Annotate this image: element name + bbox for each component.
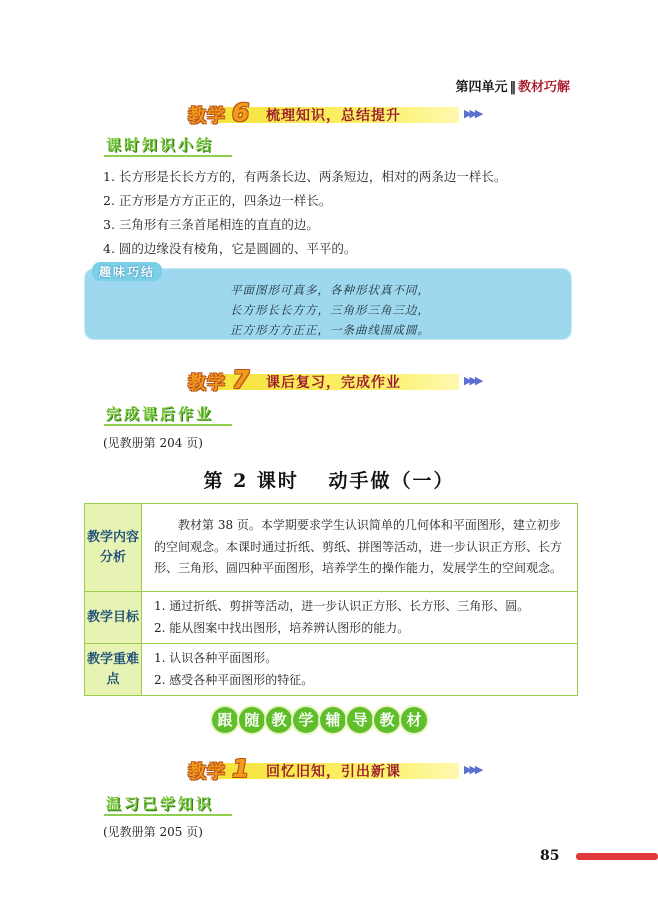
table-row bbox=[85, 504, 578, 592]
tag-underline bbox=[104, 814, 232, 816]
content-line: 1. 认识各种平面图形。 bbox=[154, 651, 278, 665]
banner-word: 教学 bbox=[188, 106, 226, 127]
unit-header bbox=[455, 76, 570, 95]
banner-word: 教学 bbox=[188, 762, 226, 783]
follow-textbook-banner bbox=[212, 707, 444, 735]
row-head: 教学目标 bbox=[85, 592, 142, 644]
banner-char: 导 bbox=[347, 707, 373, 733]
triple-arrow-icon: ▶▶▶ bbox=[464, 107, 481, 120]
fun-summary-label: 趣味巧结 bbox=[92, 262, 162, 281]
lesson-info-table bbox=[84, 503, 578, 696]
banner-char: 随 bbox=[239, 707, 265, 733]
row-content bbox=[142, 592, 578, 644]
rhyme-line: 正方形方方正正，一条曲线围成圆。 bbox=[230, 323, 430, 337]
list-item: 2. 正方形是方方正正的，四条边一样长。 bbox=[103, 193, 332, 208]
workbook-reference: (见教册第 204 页) bbox=[103, 436, 203, 450]
unit-topic: 教材巧解 bbox=[517, 80, 570, 95]
row-head: 教学重难点 bbox=[85, 644, 142, 696]
banner-char: 材 bbox=[401, 707, 427, 733]
unit-label: 第四单元 bbox=[455, 80, 508, 95]
banner-number: 1 bbox=[232, 754, 250, 783]
row-content bbox=[142, 504, 578, 592]
row-content bbox=[142, 644, 578, 696]
header-separator: ‖ bbox=[509, 80, 516, 95]
table-row bbox=[85, 644, 578, 696]
rhyme-line: 长方形长长方方，三角形三角三边， bbox=[230, 303, 430, 317]
content-line: 2. 能从图案中找出图形，培养辨认图形的能力。 bbox=[154, 620, 410, 635]
lesson-title: 第 2 课时 动手做（一） bbox=[203, 470, 455, 492]
banner-number: 6 bbox=[232, 98, 250, 127]
page-number: 85 bbox=[540, 848, 560, 864]
section-7-banner bbox=[188, 365, 493, 394]
list-item: 4. 圆的边缘没有棱角，它是圆圆的、平平的。 bbox=[103, 241, 357, 256]
content-line: 2. 感受各种平面图形的特征。 bbox=[154, 672, 314, 687]
workbook-reference: (见教册第 205 页) bbox=[103, 825, 203, 839]
row-head: 教学内容分析 bbox=[85, 504, 142, 592]
content-line: 1. 通过折纸、剪拼等活动，进一步认识正方形、长方形、三角形、圆。 bbox=[154, 599, 530, 613]
banner-char: 教 bbox=[266, 707, 292, 733]
list-item: 3. 三角形有三条首尾相连的直直的边。 bbox=[103, 217, 319, 232]
tag-underline bbox=[104, 155, 232, 157]
fun-summary-lines bbox=[230, 280, 430, 340]
tag-underline bbox=[104, 424, 232, 426]
banner-char: 跟 bbox=[212, 707, 238, 733]
content-line: 教材第 38 页。本学期要求学生认识简单的几何体和平面图形，建立初步的空间观念。本课时通过折纸、剪纸、拼图等活动，进一步认识正方形、长方形、三角形、圆四种平面图形，培养学生的操作能力，发展学生的空间观念。 bbox=[154, 518, 563, 576]
section-6-tag: 课时知识小结 bbox=[106, 136, 215, 154]
banner-title: 回忆旧知，引出新课 bbox=[266, 764, 401, 780]
table-row bbox=[85, 592, 578, 644]
banner-title: 梳理知识，总结提升 bbox=[266, 108, 401, 124]
banner-char: 学 bbox=[293, 707, 319, 733]
section-1-tag: 温习已学知识 bbox=[106, 795, 215, 813]
banner-title: 课后复习，完成作业 bbox=[266, 375, 401, 391]
section-1-banner bbox=[188, 754, 493, 783]
banner-word: 教学 bbox=[188, 373, 226, 394]
section-7-tag: 完成课后作业 bbox=[106, 405, 215, 423]
list-item: 1. 长方形是长长方方的，有两条长边、两条短边，相对的两条边一样长。 bbox=[103, 169, 507, 184]
banner-char: 教 bbox=[374, 707, 400, 733]
triple-arrow-icon: ▶▶▶ bbox=[464, 763, 481, 776]
section-6-banner bbox=[188, 98, 493, 127]
summary-list bbox=[103, 165, 506, 261]
rhyme-line: 平面图形可真多，各种形状真不同， bbox=[230, 283, 430, 297]
triple-arrow-icon: ▶▶▶ bbox=[464, 374, 481, 387]
page-accent-bar bbox=[576, 853, 658, 860]
banner-char: 辅 bbox=[320, 707, 346, 733]
banner-number: 7 bbox=[232, 365, 250, 394]
